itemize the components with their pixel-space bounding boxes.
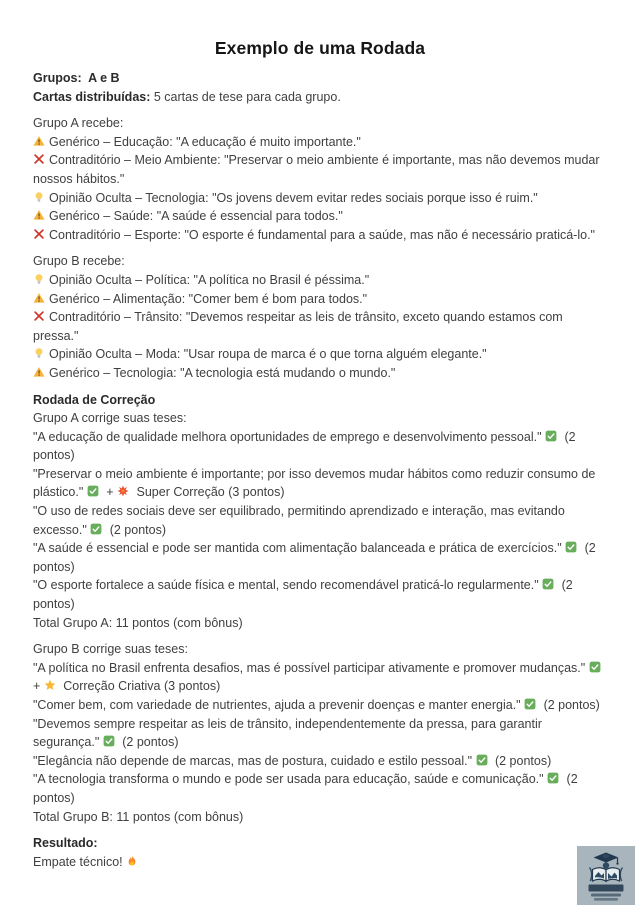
cross-icon <box>33 310 45 322</box>
group-a-heading: Grupo A recebe: <box>33 116 124 131</box>
check-icon <box>565 541 577 553</box>
check-icon <box>589 661 601 673</box>
text-run: Contraditório – Meio Ambiente: "Preservar o meio ambiente é importante, mas não devemos mudar nossos hábitos." <box>33 153 600 186</box>
burst-icon <box>117 485 129 497</box>
card-line <box>33 290 607 309</box>
card-line <box>33 271 607 290</box>
text-run: Super Correção (3 pontos) <box>133 485 285 500</box>
text-run: 5 cartas de tese para cada grupo. <box>150 89 341 104</box>
text-run: "Preservar o meio ambiente é importante; por isso devemos mudar hábitos como reduzir consumo de plástico." <box>33 466 596 500</box>
correction-round-group-b <box>33 640 607 826</box>
group-b-correction-list <box>33 659 607 808</box>
check-icon <box>545 430 557 442</box>
text-run: Opinião Oculta – Política: "A política no Brasil é péssima." <box>49 272 370 287</box>
bulb-icon <box>33 347 45 359</box>
text-run: (2 pontos) <box>540 698 600 712</box>
bold-text-run: Grupos: A e B <box>33 71 120 85</box>
group-b-total: Total Grupo B: 11 pontos (com bônus) <box>33 809 244 824</box>
text-run: + <box>102 485 118 500</box>
cards-distributed-line <box>33 88 607 107</box>
warning-icon <box>33 209 45 221</box>
result-section <box>33 834 607 871</box>
correction-line <box>33 576 607 613</box>
group-b-heading: Grupo B recebe: <box>33 254 125 269</box>
bulb-icon <box>33 273 45 285</box>
text-run: (2 pontos) <box>33 578 573 612</box>
text-run: "A política no Brasil enfrenta desafios, mas é possível participar ativamente e promover mudanças." <box>33 660 589 675</box>
text-run: Contraditório – Trânsito: "Devemos respeitar as leis de trânsito, exceto quando estamos com pressa." <box>33 310 563 343</box>
text-run: (2 pontos) <box>118 735 179 750</box>
check-icon <box>90 523 102 535</box>
group-a-total: Total Grupo A: 11 pontos (com bônus) <box>33 615 243 630</box>
card-line <box>33 364 607 383</box>
correction-line <box>33 752 607 771</box>
group-b-card-list <box>33 271 607 383</box>
text-run: Genérico – Saúde: "A saúde é essencial para todos." <box>49 209 343 224</box>
check-icon <box>524 698 536 710</box>
warning-icon <box>33 135 45 147</box>
text-run: Genérico – Alimentação: "Comer bem é bom para todos." <box>49 291 368 306</box>
bold-text-run: Cartas distribuídas: <box>33 89 151 104</box>
correction-line <box>33 502 607 539</box>
result-line <box>33 853 607 872</box>
group-a-corrects-heading: Grupo A corrige suas teses: <box>33 411 187 426</box>
text-run: (2 pontos) <box>491 753 552 768</box>
text-run: Empate técnico! <box>33 854 127 869</box>
text-run: (2 pontos) <box>33 541 596 574</box>
correction-line <box>33 696 607 715</box>
cross-icon <box>33 228 45 240</box>
text-run: "A tecnologia transforma o mundo e pode ser usada para educação, saúde e comunicação." <box>33 772 548 787</box>
text-run: Contraditório – Esporte: "O esporte é fundamental para a saúde, mas não é necessário praticá-lo." <box>49 227 595 242</box>
result-heading: Resultado: <box>33 836 98 851</box>
cross-icon <box>33 153 45 165</box>
group-b-section <box>33 252 607 382</box>
text-run: Opinião Oculta – Moda: "Usar roupa de marca é o que torna alguém elegante." <box>49 347 487 362</box>
header-info <box>33 69 607 106</box>
card-line <box>33 308 607 345</box>
card-line <box>33 345 607 364</box>
fire-icon <box>126 855 138 867</box>
card-line <box>33 189 607 208</box>
check-icon <box>476 754 488 766</box>
text-run: Genérico – Tecnologia: "A tecnologia está mudando o mundo." <box>49 365 396 380</box>
correction-line <box>33 465 607 502</box>
groups-line <box>33 69 607 88</box>
text-run: "Elegância não depende de marcas, mas de postura, cuidado e estilo pessoal." <box>33 753 476 768</box>
text-run: "A educação de qualidade melhora oportunidades de emprego e desenvolvimento pessoal." <box>33 429 545 444</box>
text-run: + <box>33 679 44 694</box>
text-run: "Comer bem, com variedade de nutrientes, ajuda a prevenir doenças e manter energia." <box>33 698 525 712</box>
card-line <box>33 133 607 152</box>
warning-icon <box>33 292 45 304</box>
text-run: "A saúde é essencial e pode ser mantida com alimentação balanceada e prática de exercícios." <box>33 541 566 556</box>
correction-line <box>33 715 607 752</box>
correction-line <box>33 770 607 807</box>
text-run: "Devemos sempre respeitar as leis de trânsito, independentemente da pressa, para garantir segurança." <box>33 716 542 750</box>
text-run: (2 pontos) <box>33 772 578 805</box>
correction-round-group-a <box>33 391 607 633</box>
check-icon <box>547 772 559 784</box>
group-a-correction-list <box>33 428 607 614</box>
group-a-card-list <box>33 133 607 245</box>
text-run: Correção Criativa (3 pontos) <box>59 679 221 694</box>
card-line <box>33 226 607 245</box>
card-line <box>33 151 607 188</box>
correction-line <box>33 428 607 465</box>
text-run: "O esporte fortalece a saúde física e mental, sendo recomendável praticá-lo regularmente." <box>33 578 543 593</box>
group-a-section <box>33 114 607 244</box>
correction-line <box>33 659 607 696</box>
text-run: Genérico – Educação: "A educação é muito importante." <box>49 134 361 149</box>
brand-logo <box>577 846 635 905</box>
check-icon <box>103 735 115 747</box>
text-run: (2 pontos) <box>106 522 167 537</box>
text-run: Opinião Oculta – Tecnologia: "Os jovens devem evitar redes sociais porque isso é ruim." <box>49 190 538 205</box>
card-line <box>33 207 607 226</box>
warning-icon <box>33 366 45 378</box>
check-icon <box>542 578 554 590</box>
check-icon <box>87 485 99 497</box>
group-b-corrects-heading: Grupo B corrige suas teses: <box>33 642 188 657</box>
graduation-book-logo-icon <box>577 846 635 905</box>
page-title: Exemplo de uma Rodada <box>214 38 426 58</box>
bulb-icon <box>33 191 45 203</box>
text-run: (2 pontos) <box>33 429 576 463</box>
correction-round-heading: Rodada de Correção <box>33 392 156 407</box>
correction-line <box>33 539 607 576</box>
star-icon <box>44 679 56 691</box>
text-run: "O uso de redes sociais deve ser equilibrado, permitindo aprendizado e interação, mas evitando excesso." <box>33 504 565 537</box>
